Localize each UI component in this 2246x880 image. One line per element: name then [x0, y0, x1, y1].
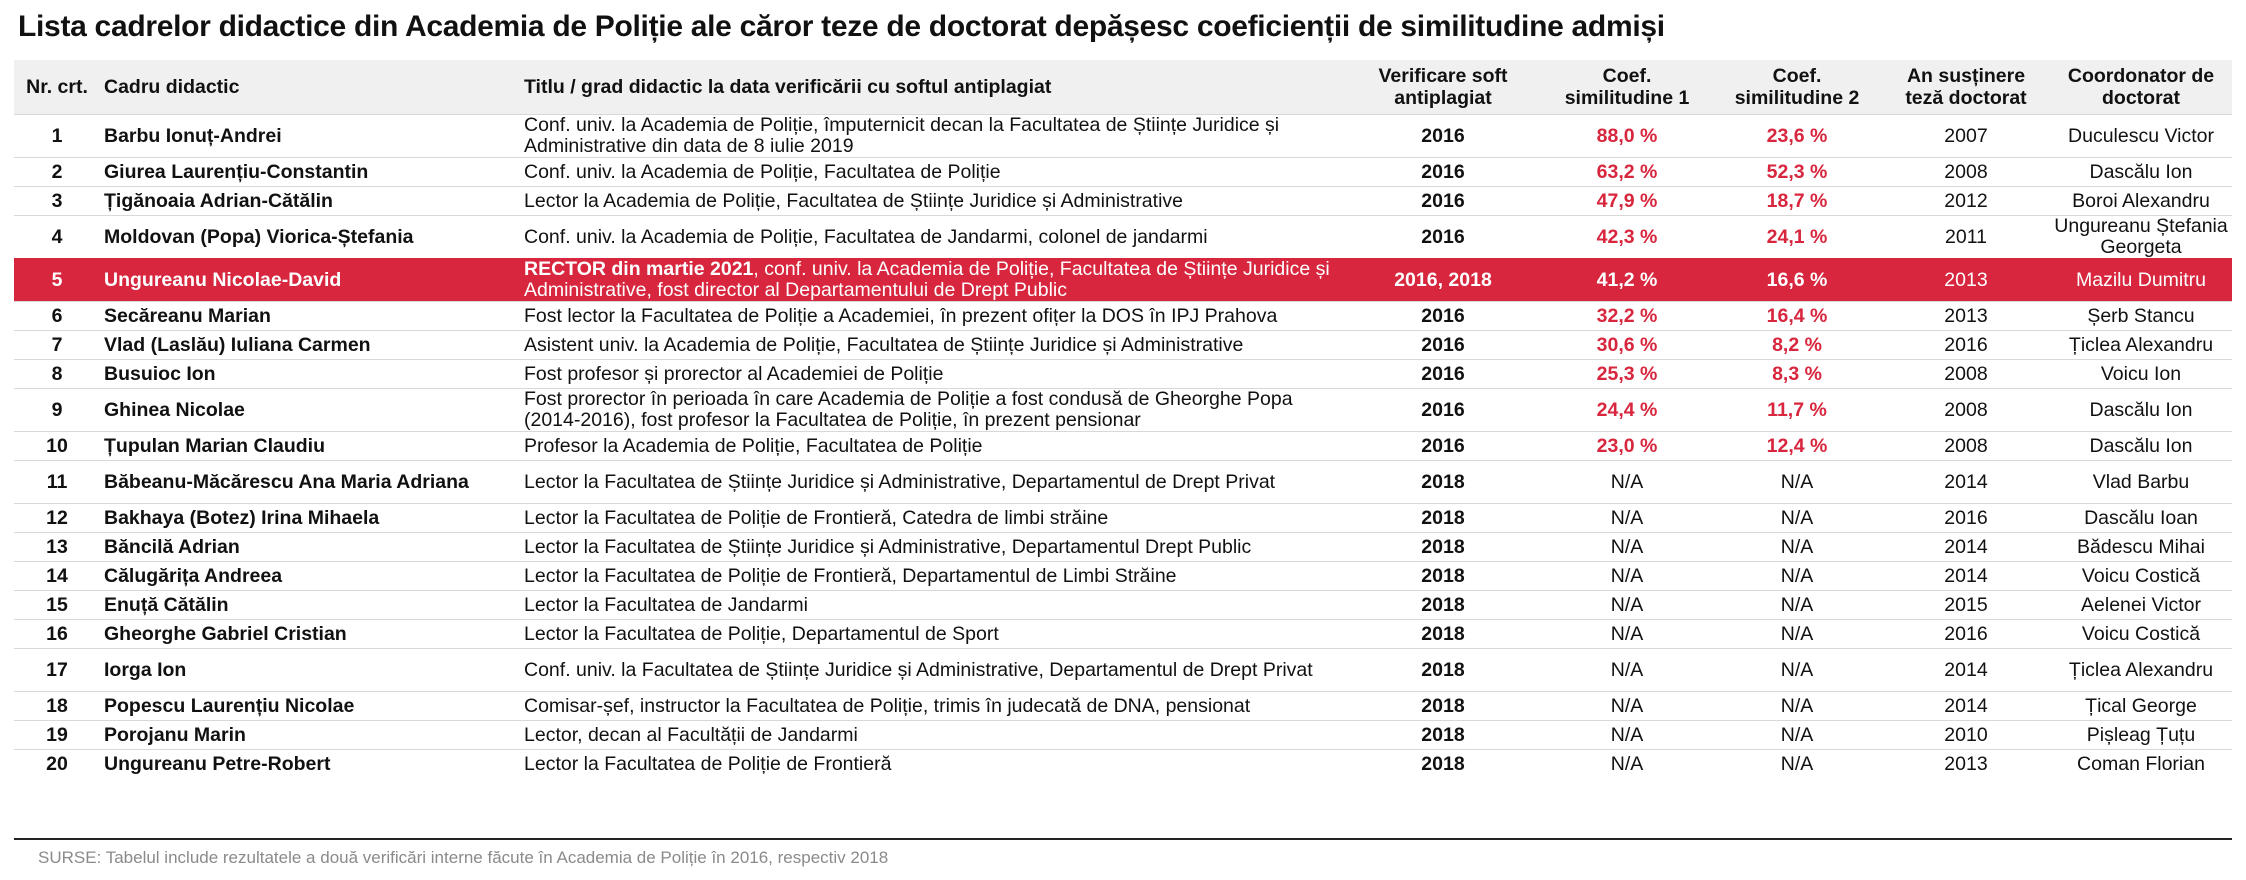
- cell-coef2: N/A: [1712, 721, 1882, 750]
- cell-coef2: 23,6 %: [1712, 115, 1882, 158]
- table-row: [14, 389, 2232, 432]
- cell-check: 2016: [1344, 187, 1542, 216]
- cell-nr: 3: [14, 187, 100, 216]
- table-row: [14, 302, 2232, 331]
- cell-year: 2012: [1882, 187, 2050, 216]
- cell-coef1: 47,9 %: [1542, 187, 1712, 216]
- cell-year: 2016: [1882, 504, 2050, 533]
- cell-role: Conf. univ. la Academia de Poliție, împuternicit decan la Facultatea de Științe Juridice și Administrative din data de 8 iulie 2019: [520, 115, 1344, 158]
- cell-check: 2018: [1344, 533, 1542, 562]
- cell-role: Lector la Facultatea de Jandarmi: [520, 591, 1344, 620]
- cell-nr: 14: [14, 562, 100, 591]
- cell-check: 2016: [1344, 216, 1542, 259]
- cell-coef1: 41,2 %: [1542, 259, 1712, 302]
- table-row: [14, 750, 2232, 779]
- cell-year: 2014: [1882, 461, 2050, 504]
- cell-year: 2008: [1882, 432, 2050, 461]
- cell-name: Enuță Cătălin: [100, 591, 520, 620]
- cell-check: 2018: [1344, 461, 1542, 504]
- cell-coef2: 52,3 %: [1712, 158, 1882, 187]
- cell-check: 2018: [1344, 649, 1542, 692]
- cell-coef2: N/A: [1712, 692, 1882, 721]
- cell-name: Gheorghe Gabriel Cristian: [100, 620, 520, 649]
- table-row: [14, 115, 2232, 158]
- cell-coef2: 12,4 %: [1712, 432, 1882, 461]
- table-row: [14, 158, 2232, 187]
- cell-year: 2014: [1882, 562, 2050, 591]
- cell-coordinator: Voicu Costică: [2050, 620, 2232, 649]
- cell-coordinator: Mazilu Dumitru: [2050, 259, 2232, 302]
- header-coef2-line1: Coef.: [1772, 65, 1822, 87]
- cell-nr: 6: [14, 302, 100, 331]
- cell-coordinator: Dascălu Ion: [2050, 432, 2232, 461]
- cell-coef1: N/A: [1542, 649, 1712, 692]
- cell-check: 2016: [1344, 389, 1542, 432]
- cell-role: Fost prorector în perioada în care Academia de Poliție a fost condusă de Gheorghe Popa (2014-2016), fost profesor la Facultatea de Poliție, în prezent pensionar: [520, 389, 1344, 432]
- cell-check: 2016: [1344, 158, 1542, 187]
- header-coef1-line1: Coef.: [1602, 65, 1652, 87]
- header-year-line1: An susținere: [1906, 65, 2026, 87]
- cell-coordinator: Ungureanu Ștefania Georgeta: [2050, 216, 2232, 259]
- cell-coordinator: Țiclea Alexandru: [2050, 649, 2232, 692]
- cell-coef2: N/A: [1712, 461, 1882, 504]
- cell-year: 2016: [1882, 620, 2050, 649]
- cell-year: 2010: [1882, 721, 2050, 750]
- cell-year: 2014: [1882, 649, 2050, 692]
- cell-role: Conf. univ. la Facultatea de Științe Juridice și Administrative, Departamentul de Drept Privat: [520, 649, 1344, 692]
- cell-nr: 1: [14, 115, 100, 158]
- cell-coef1: N/A: [1542, 562, 1712, 591]
- cell-role: Lector la Facultatea de Științe Juridice și Administrative, Departamentul Drept Public: [520, 533, 1344, 562]
- cell-coordinator: Șerb Stancu: [2050, 302, 2232, 331]
- cell-role: Lector la Academia de Poliție, Facultatea de Științe Juridice și Administrative: [520, 187, 1344, 216]
- cell-coordinator: Boroi Alexandru: [2050, 187, 2232, 216]
- header-coef1-line2: similitudine 1: [1564, 87, 1690, 109]
- header-coordinator: [2050, 60, 2232, 115]
- cell-nr: 8: [14, 360, 100, 389]
- cell-coordinator: Pișleag Țuțu: [2050, 721, 2232, 750]
- cell-name: Bakhaya (Botez) Irina Mihaela: [100, 504, 520, 533]
- cell-role: Profesor la Academia de Poliție, Facultatea de Poliție: [520, 432, 1344, 461]
- cell-check: 2018: [1344, 750, 1542, 779]
- cell-check: 2016: [1344, 432, 1542, 461]
- cell-nr: 18: [14, 692, 100, 721]
- cell-coordinator: Aelenei Victor: [2050, 591, 2232, 620]
- cell-role: Asistent univ. la Academia de Poliție, Facultatea de Științe Juridice și Administrative: [520, 331, 1344, 360]
- cell-nr: 5: [14, 259, 100, 302]
- cell-name: Moldovan (Popa) Viorica-Ștefania: [100, 216, 520, 259]
- cell-name: Ungureanu Nicolae-David: [100, 259, 520, 302]
- bottom-rule: [14, 838, 2232, 840]
- cell-name: Vlad (Laslău) Iuliana Carmen: [100, 331, 520, 360]
- table-row: [14, 331, 2232, 360]
- cell-name: Barbu Ionuț-Andrei: [100, 115, 520, 158]
- cell-nr: 10: [14, 432, 100, 461]
- cell-year: 2013: [1882, 750, 2050, 779]
- cell-check: 2018: [1344, 620, 1542, 649]
- cell-nr: 20: [14, 750, 100, 779]
- cell-coordinator: Țiclea Alexandru: [2050, 331, 2232, 360]
- table-row: [14, 620, 2232, 649]
- cell-role: Fost profesor și prorector al Academiei de Poliție: [520, 360, 1344, 389]
- table-row: [14, 562, 2232, 591]
- cell-check: 2018: [1344, 692, 1542, 721]
- cell-check: 2018: [1344, 562, 1542, 591]
- table-row: [14, 432, 2232, 461]
- cell-year: 2011: [1882, 216, 2050, 259]
- cell-name: Iorga Ion: [100, 649, 520, 692]
- cell-coef2: N/A: [1712, 533, 1882, 562]
- header-coordinator-line2: doctorat: [2102, 87, 2180, 109]
- cell-coordinator: Bădescu Mihai: [2050, 533, 2232, 562]
- teachers-table: [14, 60, 2232, 778]
- header-nr: Nr. crt.: [26, 76, 88, 98]
- cell-coef2: N/A: [1712, 649, 1882, 692]
- cell-name: Secăreanu Marian: [100, 302, 520, 331]
- cell-role: Lector la Facultatea de Poliție de Frontieră, Catedra de limbi străine: [520, 504, 1344, 533]
- cell-check: 2018: [1344, 504, 1542, 533]
- header-check-line2: antiplagiat: [1394, 87, 1492, 109]
- cell-nr: 11: [14, 461, 100, 504]
- cell-coef2: N/A: [1712, 504, 1882, 533]
- cell-coordinator: Voicu Ion: [2050, 360, 2232, 389]
- cell-year: 2014: [1882, 692, 2050, 721]
- cell-coordinator: Duculescu Victor: [2050, 115, 2232, 158]
- table-row: [14, 360, 2232, 389]
- cell-coef1: N/A: [1542, 461, 1712, 504]
- cell-role: Lector la Facultatea de Poliție de Frontieră, Departamentul de Limbi Străine: [520, 562, 1344, 591]
- cell-nr: 13: [14, 533, 100, 562]
- table-header-row: [14, 60, 2232, 115]
- cell-nr: 17: [14, 649, 100, 692]
- cell-coef1: N/A: [1542, 750, 1712, 779]
- cell-check: 2018: [1344, 591, 1542, 620]
- cell-role: Conf. univ. la Academia de Poliție, Facultatea de Jandarmi, colonel de jandarmi: [520, 216, 1344, 259]
- source-note: SURSE: Tabelul include rezultatele a două verificări interne făcute în Academia de Poliție în 2016, respectiv 2018: [38, 848, 889, 867]
- cell-year: 2008: [1882, 360, 2050, 389]
- table-row: [14, 721, 2232, 750]
- header-check: [1344, 60, 1542, 115]
- cell-name: Călugărița Andreea: [100, 562, 520, 591]
- cell-role-text: , conf. univ. la Academia de Poliție, Facultatea de Științe Juridice și Administrative, fost director al Departamentului de Drept Public: [524, 258, 1330, 301]
- cell-check: 2016: [1344, 302, 1542, 331]
- cell-name: Băbeanu-Măcărescu Ana Maria Adriana: [100, 461, 520, 504]
- cell-name: Țigănoaia Adrian-Cătălin: [100, 187, 520, 216]
- table-row: [14, 533, 2232, 562]
- cell-coef2: 8,3 %: [1712, 360, 1882, 389]
- cell-check: 2018: [1344, 721, 1542, 750]
- cell-role: Fost lector la Facultatea de Poliție a Academiei, în prezent ofițer la DOS în IPJ Prahova: [520, 302, 1344, 331]
- cell-coef1: N/A: [1542, 504, 1712, 533]
- cell-coef1: 24,4 %: [1542, 389, 1712, 432]
- header-name: Cadru didactic: [104, 76, 240, 98]
- cell-coef2: 24,1 %: [1712, 216, 1882, 259]
- cell-coordinator: Țical George: [2050, 692, 2232, 721]
- cell-coef2: 16,4 %: [1712, 302, 1882, 331]
- cell-year: 2008: [1882, 389, 2050, 432]
- cell-coef1: 32,2 %: [1542, 302, 1712, 331]
- cell-nr: 19: [14, 721, 100, 750]
- table-row-highlighted: [14, 259, 2232, 302]
- cell-role: Lector, decan al Facultății de Jandarmi: [520, 721, 1344, 750]
- header-coef1: [1542, 60, 1712, 115]
- cell-coef2: N/A: [1712, 562, 1882, 591]
- cell-year: 2007: [1882, 115, 2050, 158]
- table-row: [14, 461, 2232, 504]
- cell-role: Lector la Facultatea de Poliție, Departamentul de Sport: [520, 620, 1344, 649]
- cell-role: [520, 259, 1344, 302]
- cell-coef1: 42,3 %: [1542, 216, 1712, 259]
- cell-coef1: N/A: [1542, 721, 1712, 750]
- cell-coef2: 16,6 %: [1712, 259, 1882, 302]
- cell-coef2: N/A: [1712, 750, 1882, 779]
- cell-coef2: 11,7 %: [1712, 389, 1882, 432]
- cell-nr: 15: [14, 591, 100, 620]
- table-row: [14, 591, 2232, 620]
- cell-year: 2016: [1882, 331, 2050, 360]
- header-coef2-line2: similitudine 2: [1734, 87, 1860, 109]
- cell-coef1: N/A: [1542, 591, 1712, 620]
- table-row: [14, 692, 2232, 721]
- cell-year: 2015: [1882, 591, 2050, 620]
- cell-coordinator: Coman Florian: [2050, 750, 2232, 779]
- cell-coef2: N/A: [1712, 620, 1882, 649]
- rector-lead-text: RECTOR din martie 2021: [524, 258, 754, 280]
- page-title: Lista cadrelor didactice din Academia de Poliție ale căror teze de doctorat depășesc coeficienții de similitudine admiși: [18, 10, 1665, 43]
- cell-coef1: 30,6 %: [1542, 331, 1712, 360]
- cell-name: Ungureanu Petre-Robert: [100, 750, 520, 779]
- table-row: [14, 187, 2232, 216]
- header-year-line2: teză doctorat: [1905, 87, 2027, 109]
- cell-nr: 4: [14, 216, 100, 259]
- cell-name: Popescu Laurențiu Nicolae: [100, 692, 520, 721]
- cell-coef1: 25,3 %: [1542, 360, 1712, 389]
- cell-year: 2013: [1882, 259, 2050, 302]
- cell-year: 2014: [1882, 533, 2050, 562]
- cell-coordinator: Vlad Barbu: [2050, 461, 2232, 504]
- cell-nr: 2: [14, 158, 100, 187]
- table-row: [14, 504, 2232, 533]
- cell-nr: 12: [14, 504, 100, 533]
- cell-coordinator: Voicu Costică: [2050, 562, 2232, 591]
- cell-coef1: 88,0 %: [1542, 115, 1712, 158]
- cell-name: Busuioc Ion: [100, 360, 520, 389]
- cell-nr: 16: [14, 620, 100, 649]
- header-coef2: [1712, 60, 1882, 115]
- header-check-line1: Verificare soft: [1378, 65, 1508, 87]
- cell-role: Lector la Facultatea de Poliție de Frontieră: [520, 750, 1344, 779]
- cell-coef1: N/A: [1542, 620, 1712, 649]
- cell-name: Porojanu Marin: [100, 721, 520, 750]
- cell-name: Băncilă Adrian: [100, 533, 520, 562]
- cell-coordinator: Dascălu Ioan: [2050, 504, 2232, 533]
- header-year: [1882, 60, 2050, 115]
- table-row: [14, 649, 2232, 692]
- cell-coef1: N/A: [1542, 692, 1712, 721]
- cell-check: 2016: [1344, 115, 1542, 158]
- cell-nr: 9: [14, 389, 100, 432]
- cell-role: Comisar-șef, instructor la Facultatea de Poliție, trimis în judecată de DNA, pensionat: [520, 692, 1344, 721]
- cell-coef1: 23,0 %: [1542, 432, 1712, 461]
- header-role: Titlu / grad didactic la data verificării cu softul antiplagiat: [524, 76, 1052, 98]
- cell-coordinator: Dascălu Ion: [2050, 389, 2232, 432]
- cell-name: Țupulan Marian Claudiu: [100, 432, 520, 461]
- cell-check: 2016: [1344, 331, 1542, 360]
- cell-check: 2016: [1344, 360, 1542, 389]
- cell-role: Lector la Facultatea de Științe Juridice și Administrative, Departamentul de Drept Privat: [520, 461, 1344, 504]
- cell-name: Ghinea Nicolae: [100, 389, 520, 432]
- cell-coef1: N/A: [1542, 533, 1712, 562]
- cell-role: Conf. univ. la Academia de Poliție, Facultatea de Poliție: [520, 158, 1344, 187]
- header-coordinator-line1: Coordonator de: [2067, 65, 2215, 87]
- cell-year: 2013: [1882, 302, 2050, 331]
- cell-name: Giurea Laurențiu-Constantin: [100, 158, 520, 187]
- cell-coordinator: Dascălu Ion: [2050, 158, 2232, 187]
- cell-check: 2016, 2018: [1344, 259, 1542, 302]
- cell-nr: 7: [14, 331, 100, 360]
- cell-coef1: 63,2 %: [1542, 158, 1712, 187]
- table-row: [14, 216, 2232, 259]
- cell-coef2: 18,7 %: [1712, 187, 1882, 216]
- cell-coef2: N/A: [1712, 591, 1882, 620]
- cell-coef2: 8,2 %: [1712, 331, 1882, 360]
- cell-year: 2008: [1882, 158, 2050, 187]
